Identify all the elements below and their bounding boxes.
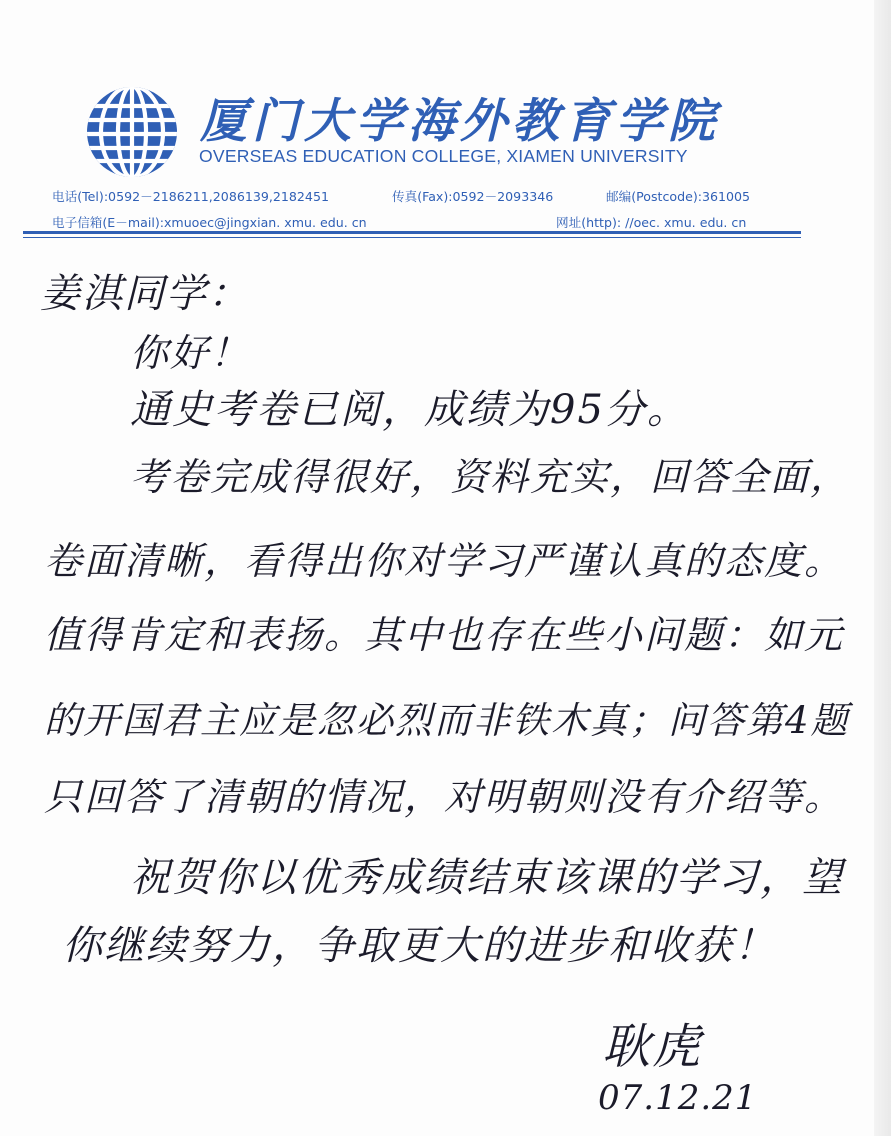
letter-line-8: 你继续努力，争取更大的进步和收获！ (62, 923, 776, 969)
letter-date: 07.12.21 (598, 1078, 758, 1118)
letter-line-6: 只回答了清朝的情况，对明朝则没有介绍等。 (44, 775, 845, 819)
header-rule (23, 231, 801, 234)
letter-line-2: 考卷完成得很好，资料充实，回答全面， (130, 455, 851, 499)
college-name-en: OVERSEAS EDUCATION COLLEGE, XIAMEN UNIVERSITY (199, 146, 688, 166)
letter-line-5: 的开国君主应是忽必烈而非铁木真；问答第4题 (44, 699, 850, 742)
contact-phone: 电话(Tel):0592－2186211,2086139,2182451 (52, 189, 329, 204)
contact-website: 网址(http): //oec. xmu. edu. cn (556, 215, 747, 230)
greeting: 你好！ (130, 331, 251, 375)
scan-edge (874, 0, 891, 1136)
header-rule-thin (23, 237, 801, 238)
letter-line-3: 卷面清晰，看得出你对学习严谨认真的态度。 (44, 539, 845, 583)
contact-fax: 传真(Fax):0592－2093346 (392, 189, 554, 204)
college-name-cn: 厦门大学海外教育学院 (200, 94, 720, 149)
salutation: 姜淇同学： (40, 271, 250, 317)
signature: 耿虎 (602, 1019, 703, 1075)
letter-line-7: 祝贺你以优秀成绩结束该课的学习，望 (130, 855, 844, 901)
letter-line-4: 值得肯定和表扬。其中也存在些小问题：如元 (44, 613, 845, 657)
contact-email: 电子信箱(E－mail):xmuoec@jingxian. xmu. edu. cn (52, 215, 367, 230)
letter-line-1: 通史考卷已阅，成绩为95分。 (130, 387, 689, 433)
contact-postcode: 邮编(Postcode):361005 (606, 189, 751, 204)
globe-icon (86, 86, 178, 178)
